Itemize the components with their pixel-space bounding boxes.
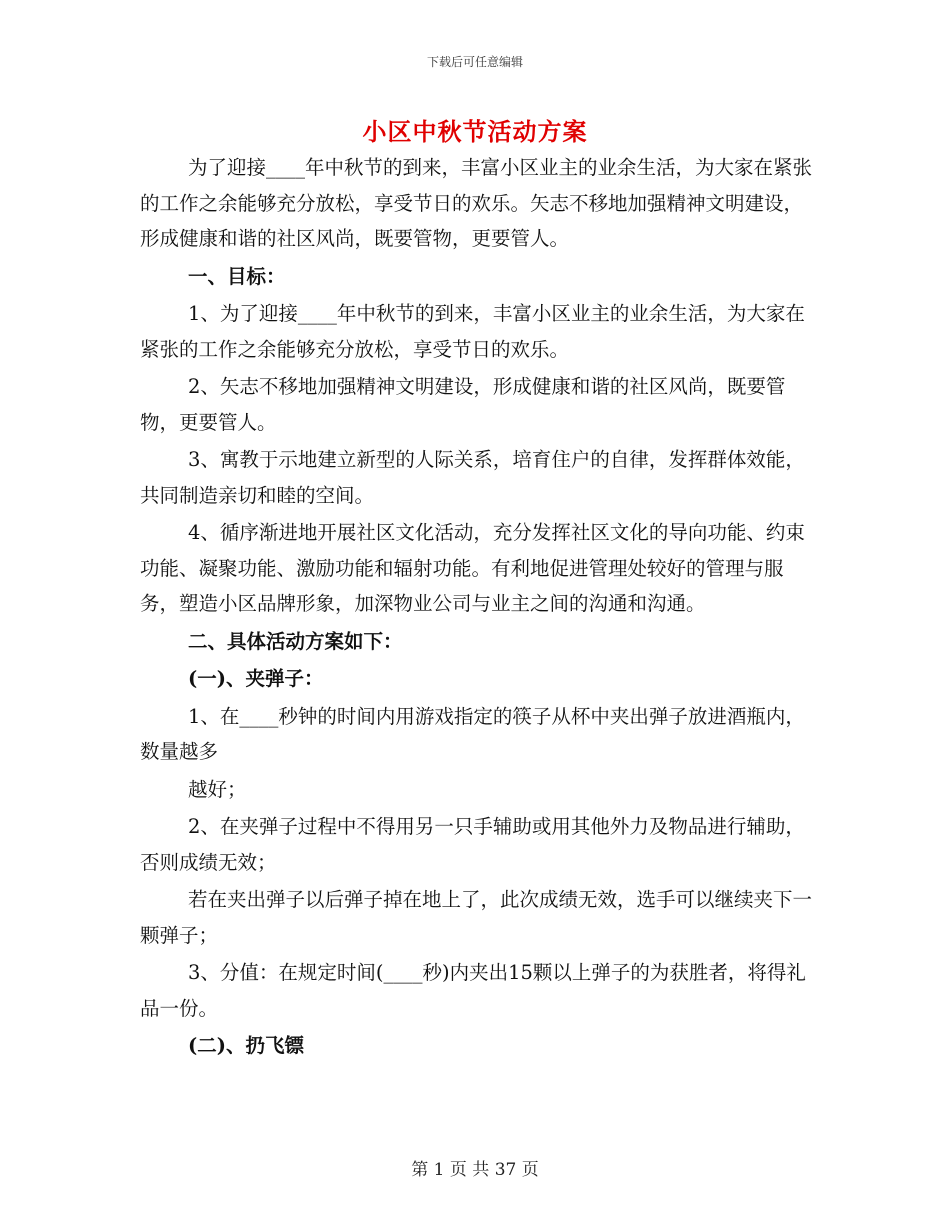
goal-item-1: 1、为了迎接____年中秋节的到来，丰富小区业主的业余生活，为大家在紧张的工作之余能够充分放松，享受节日的欢乐。: [140, 302, 805, 361]
goal-item-4: 4、循序渐进地开展社区文化活动，充分发挥社区文化的导向功能、约束功能、凝聚功能、激励功能和辐射功能。有利地促进管理处较好的管理与服务，塑造小区品牌形象，加深物业公司与业主之间的沟通和沟通。: [140, 521, 805, 615]
page-footer: 第 1 页 共 37 页: [411, 1160, 539, 1180]
marbles-rule-1: 1、在____秒钟的时间内用游戏指定的筷子从杯中夹出弹子放进酒瓶内，数量越多: [140, 704, 805, 763]
section-heading-plan: 二、具体活动方案如下：: [188, 629, 403, 653]
goal-item-3: 3、寓教于示地建立新型的人际关系，培育住户的自律，发挥群体效能，共同制造亲切和睦的空间。: [140, 448, 805, 507]
document-title: 小区中秋节活动方案: [362, 117, 588, 146]
intro-paragraph: 为了迎接____年中秋节的到来，丰富小区业主的业余生活，为大家在紧张的工作之余能够充分放松，享受节日的欢乐。矢志不移地加强精神文明建设，形成健康和谐的社区风尚，既要管物，更要管人。: [140, 156, 813, 250]
marbles-rule-2: 2、在夹弹子过程中不得用另一只手辅助或用其他外力及物品进行辅助，否则成绩无效；: [140, 815, 805, 874]
marbles-rule-1-continued: 越好；: [188, 777, 247, 801]
subsection-heading-marbles: (一)、夹弹子：: [188, 667, 324, 690]
page-header-note: 下载后可任意编辑: [426, 55, 523, 69]
document-body: [140, 150, 820, 1066]
goal-item-2: 2、矢志不移地加强精神文明建设，形成健康和谐的社区风尚，既要管物，更要管人。: [140, 375, 786, 434]
section-heading-goals: 一、目标：: [188, 264, 286, 288]
marbles-rule-3: 3、分值：在规定时间(____秒)内夹出15颗以上弹子的为获胜者，将得礼品一份。: [140, 961, 806, 1020]
marbles-rule-2-note: 若在夹出弹子以后弹子掉在地上了，此次成绩无效，选手可以继续夹下一颗弹子；: [140, 888, 813, 947]
subsection-heading-darts: (二)、扔飞镖: [188, 1034, 304, 1057]
